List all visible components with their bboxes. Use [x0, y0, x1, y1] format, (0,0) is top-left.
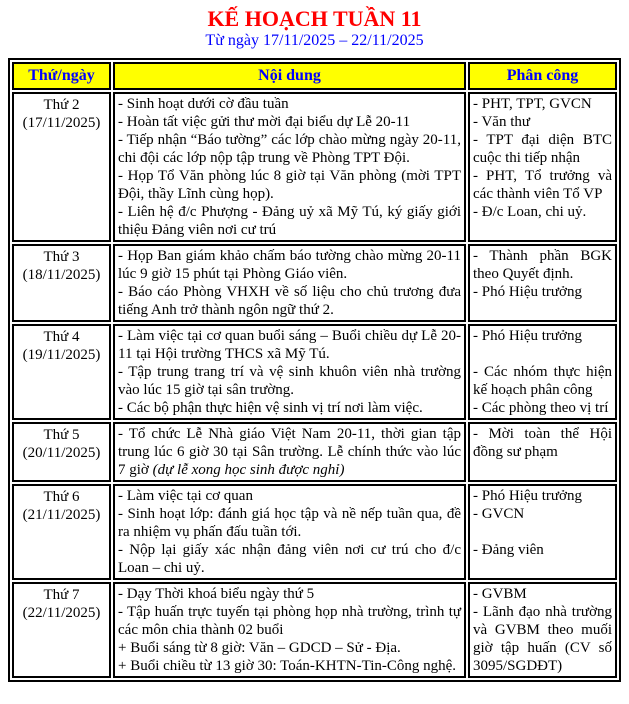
content-line: - Lãnh đạo nhà trường và GVBM theo muối giờ tập huấn (CV số 3095/SGDĐT)	[473, 604, 612, 674]
content-line: - Phó Hiệu trưởng	[473, 284, 582, 300]
content-line: - PHT, TPT, GVCN	[473, 96, 592, 112]
day-label: Thứ 3	[43, 249, 80, 265]
content-line: - Tiếp nhận “Báo tường” các lớp chào mừng ngày 20-11, chi đội các lớp nộp tập trung về Phòng TPT Đội.	[118, 132, 461, 166]
column-header-day: Thứ/ngày	[12, 62, 111, 90]
content-line: - Phó Hiệu trưởng	[473, 488, 582, 504]
table-row	[12, 244, 617, 322]
day-cell	[12, 92, 111, 242]
content-line: - TPT đại diện BTC cuộc thi tiếp nhận	[473, 132, 612, 166]
schedule-table	[8, 58, 621, 682]
content-line: - Họp Ban giám khảo chấm báo tường chào mừng 20-11 lúc 9 giờ 15 phút tại Phòng Giáo viên.	[118, 248, 461, 282]
content-line: - GVCN	[473, 506, 525, 522]
date-label: (21/11/2025)	[22, 507, 101, 523]
table-row	[12, 422, 617, 482]
content-line: - Liên hệ đ/c Phượng - Đảng uỷ xã Mỹ Tú, ký giấy giới thiệu Đảng viên nơi cư trú	[118, 204, 461, 238]
content-line: - Các phòng theo vị trí	[473, 400, 609, 416]
content-line: - Thành phần BGK theo Quyết định.	[473, 248, 612, 282]
column-header-assignment: Phân công	[468, 62, 617, 90]
table-row	[12, 484, 617, 580]
content-line: - Các bộ phận thực hiện vệ sinh vị trí nơi làm việc.	[118, 400, 423, 416]
date-label: (22/11/2025)	[22, 605, 101, 621]
content-line: + Buổi chiều từ 13 giờ 30: Toán-KHTN-Tin-Công nghệ.	[118, 658, 457, 674]
assignment-cell	[468, 324, 617, 420]
assignment-cell	[468, 244, 617, 322]
content-line: - Tập trung trang trí và vệ sinh khuôn viên nhà trường vào lúc 15 giờ tại sân trường.	[118, 364, 461, 398]
content-line: - Các nhóm thực hiện kế hoạch phân công	[473, 364, 612, 398]
day-label: Thứ 6	[43, 489, 80, 505]
content-line: - Mời toàn thể Hội đồng sư phạm	[473, 426, 612, 460]
assignment-cell	[468, 422, 617, 482]
content-line: - Sinh hoạt dưới cờ đầu tuần	[118, 96, 289, 112]
content-line	[473, 345, 612, 363]
content-line: - Hoàn tất việc gửi thư mời đại biểu dự Lễ 20-11	[118, 114, 411, 130]
day-cell	[12, 422, 111, 482]
content-line: - Phó Hiệu trưởng	[473, 328, 582, 344]
date-label: (18/11/2025)	[22, 267, 101, 283]
content-line: - Làm việc tại cơ quan buổi sáng – Buổi chiều dự Lễ 20-11 tại Hội trường THCS xã Mỹ Tú.	[118, 328, 461, 362]
content-line: - Báo cáo Phòng VHXH về số liệu cho chủ trương đưa tiếng Anh trở thành ngôn ngữ thứ 2.	[118, 284, 461, 318]
day-label: Thứ 2	[43, 97, 80, 113]
day-cell	[12, 324, 111, 420]
schedule-table-body	[12, 92, 617, 678]
day-label: Thứ 7	[43, 587, 80, 603]
day-label: Thứ 5	[43, 427, 80, 443]
day-label: Thứ 4	[43, 329, 80, 345]
content-cell	[113, 92, 466, 242]
content-line	[473, 523, 612, 541]
content-line: - Tập huấn trực tuyến tại phòng họp nhà trường, trình tự các môn chia thành 02 buổi	[118, 604, 461, 638]
table-header-row	[12, 62, 617, 90]
day-cell	[12, 244, 111, 322]
content-line: - Dạy Thời khoá biểu ngày thứ 5	[118, 586, 315, 602]
content-line: - Đ/c Loan, chi uỷ.	[473, 204, 587, 220]
table-row	[12, 582, 617, 678]
page-subtitle: Từ ngày 17/11/2025 – 22/11/2025	[205, 32, 424, 49]
date-label: (17/11/2025)	[22, 115, 101, 131]
content-cell	[113, 244, 466, 322]
assignment-cell	[468, 582, 617, 678]
day-cell	[12, 484, 111, 580]
content-line: - GVBM	[473, 586, 527, 602]
content-line: - Văn thư	[473, 114, 531, 130]
day-cell	[12, 582, 111, 678]
date-label: (19/11/2025)	[22, 347, 101, 363]
date-label: (20/11/2025)	[22, 445, 101, 461]
content-cell	[113, 582, 466, 678]
content-line: - Làm việc tại cơ quan	[118, 488, 253, 504]
column-header-content: Nội dung	[113, 62, 466, 90]
page-title: KẾ HOẠCH TUẦN 11	[207, 6, 422, 31]
table-row	[12, 92, 617, 242]
content-line: - Sinh hoạt lớp: đánh giá học tập và nề nếp tuần qua, đề ra nhiệm vụ phấn đấu tuần tới.	[118, 506, 461, 540]
content-cell	[113, 324, 466, 420]
content-line: - Tổ chức Lễ Nhà giáo Việt Nam 20-11, thời gian tập trung lúc 6 giờ 30 tại Sân trường. Lễ chính thức vào lúc 7 giờ (dự lễ xong học sinh được nghỉ)	[118, 426, 461, 478]
content-line: - PHT, Tổ trưởng và các thành viên Tổ VP	[473, 168, 612, 202]
content-line: - Nộp lại giấy xác nhận đảng viên nơi cư trú cho đ/c Loan – chi uỷ.	[118, 542, 461, 576]
content-cell	[113, 422, 466, 482]
assignment-cell	[468, 484, 617, 580]
assignment-cell	[468, 92, 617, 242]
content-cell	[113, 484, 466, 580]
content-line: - Họp Tổ Văn phòng lúc 8 giờ tại Văn phòng (mời TPT Đội, thầy Lĩnh cùng họp).	[118, 168, 461, 202]
content-line: - Đảng viên	[473, 542, 544, 558]
content-line: + Buổi sáng từ 8 giờ: Văn – GDCD – Sử - Địa.	[118, 640, 401, 656]
table-row	[12, 324, 617, 420]
